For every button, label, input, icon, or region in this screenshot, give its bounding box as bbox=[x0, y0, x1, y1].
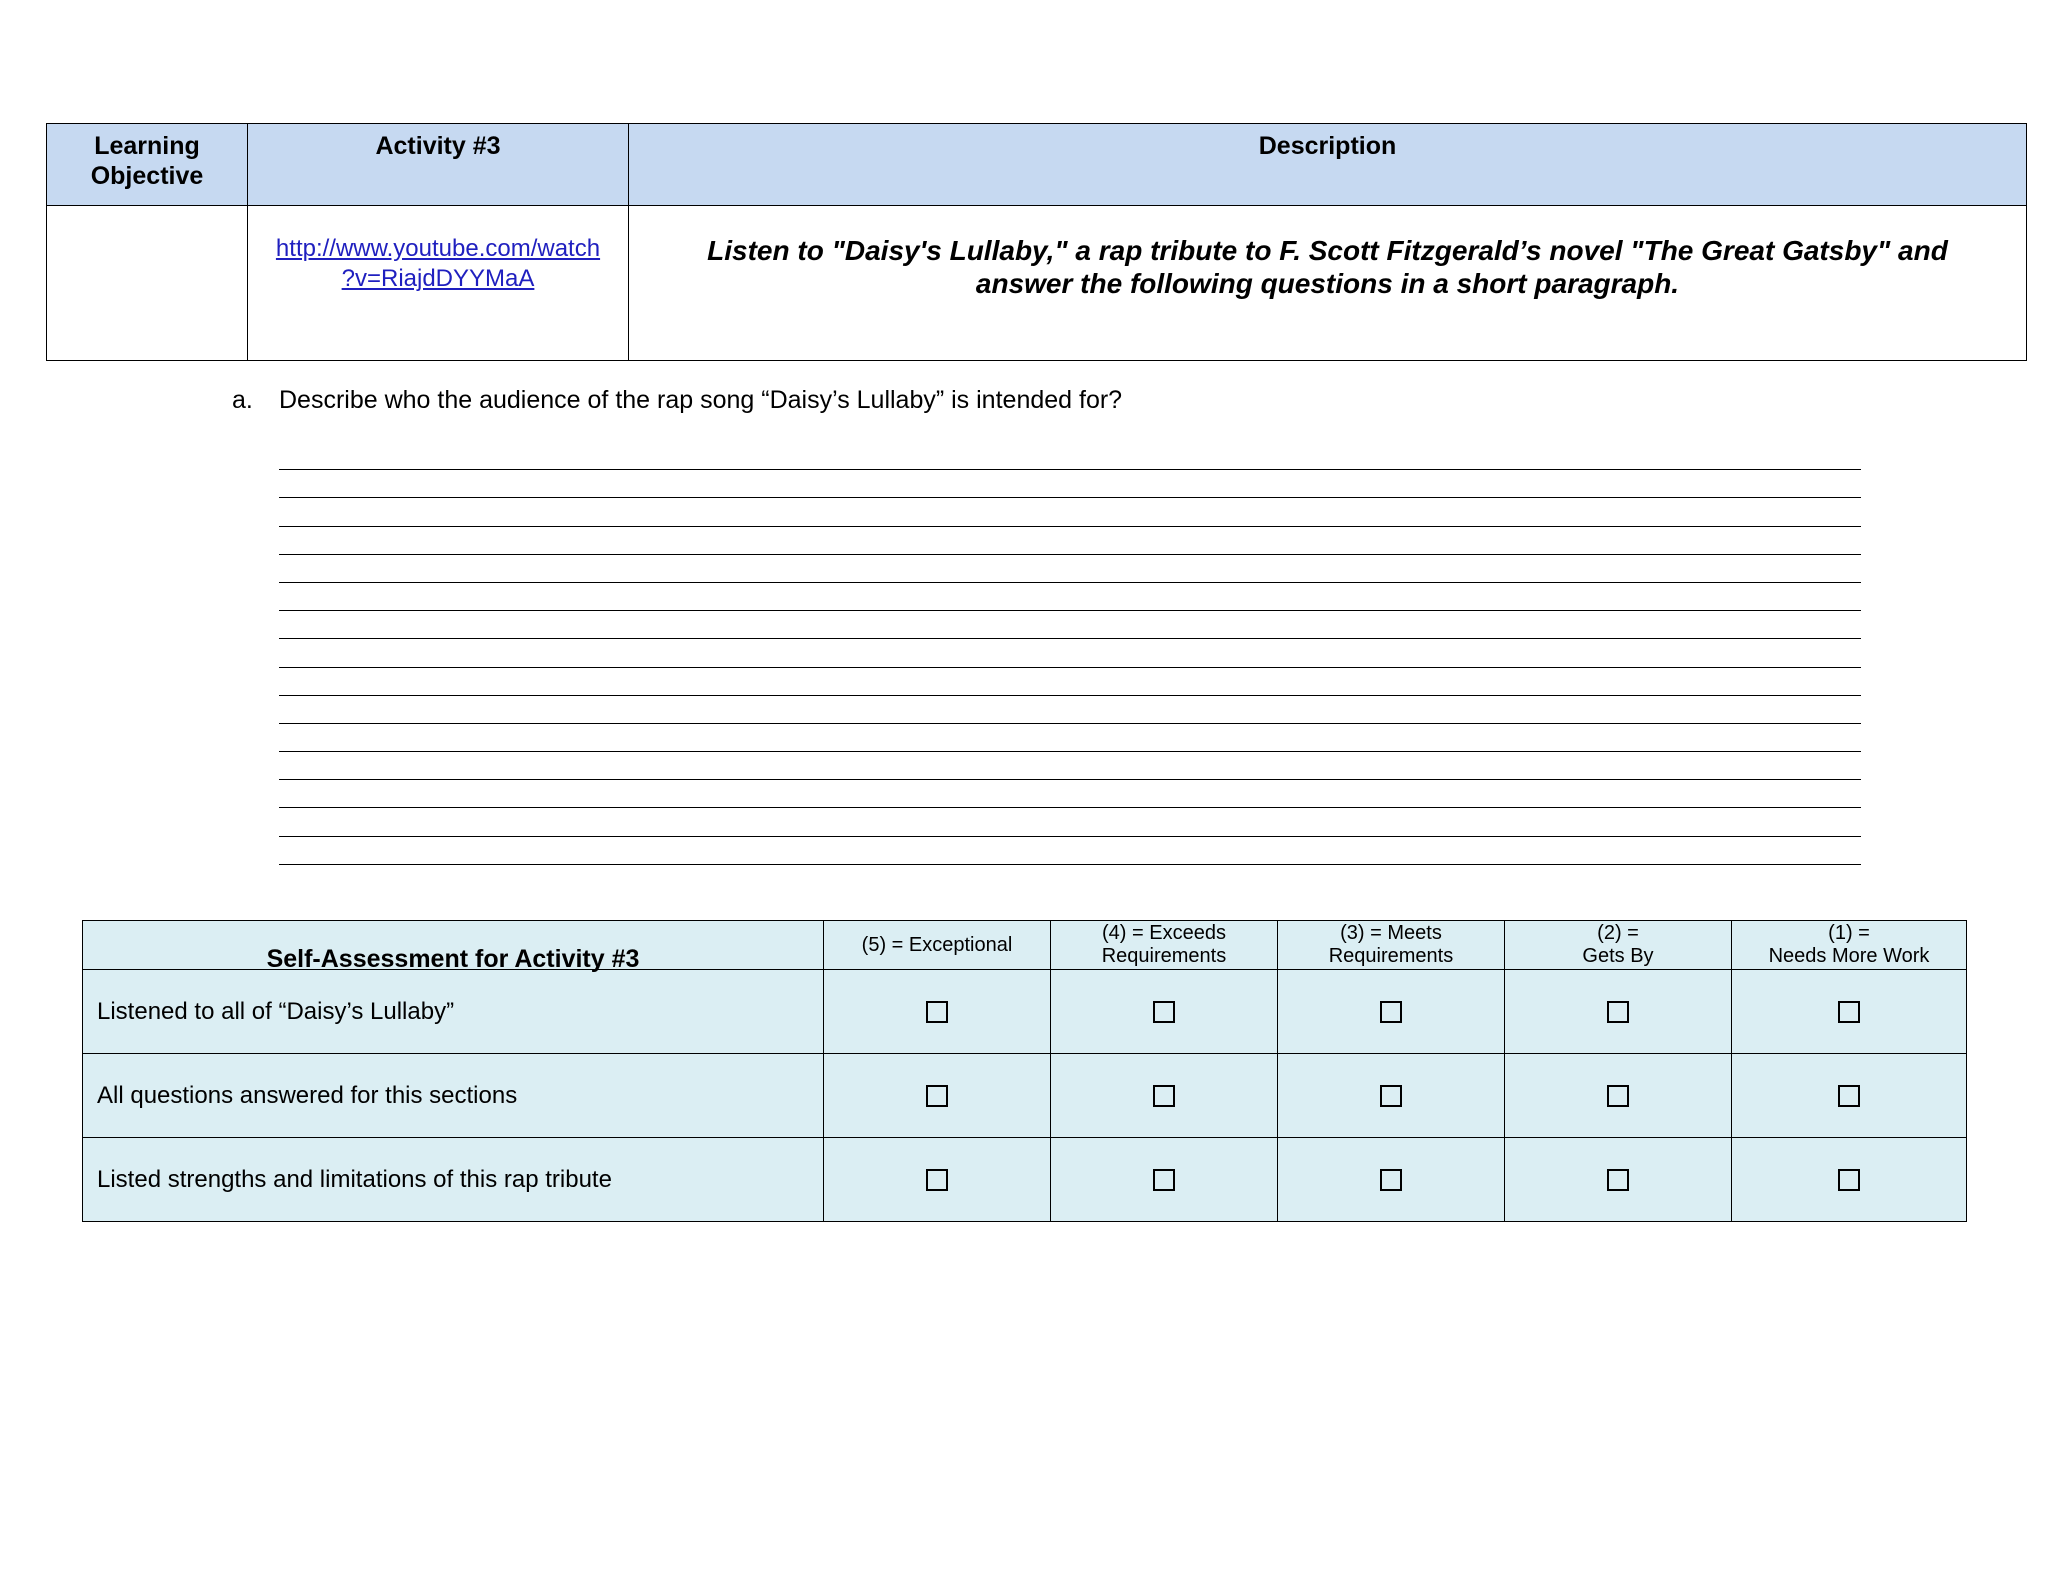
learning-objective-header-line2: Objective bbox=[90, 162, 204, 190]
rating-header-5-line1: (5) = Exceptional bbox=[861, 933, 1013, 956]
assessment-row bbox=[83, 1054, 1967, 1138]
rating-cell bbox=[1732, 1054, 1967, 1138]
rating-cell bbox=[1505, 1138, 1732, 1222]
rating-cell bbox=[824, 970, 1051, 1054]
rating-3-checkbox[interactable] bbox=[1380, 1001, 1402, 1023]
criterion-label: All questions answered for this sections bbox=[83, 1054, 824, 1138]
rating-cell bbox=[1278, 1054, 1505, 1138]
criterion-label: Listened to all of “Daisy’s Lullaby” bbox=[83, 970, 824, 1054]
youtube-link-line1: http://www.youtube.com/watch bbox=[275, 234, 601, 262]
rating-2-checkbox[interactable] bbox=[1607, 1085, 1629, 1107]
youtube-link-line2: ?v=RiajdDYYMaA bbox=[341, 264, 535, 292]
rating-cell bbox=[824, 1138, 1051, 1222]
answer-line[interactable] bbox=[279, 527, 1861, 555]
learning-objective-header-line1: Learning bbox=[94, 132, 200, 160]
answer-line[interactable] bbox=[279, 498, 1861, 526]
rating-cell bbox=[1505, 1054, 1732, 1138]
rating-header-4-line1: (4) = Exceeds bbox=[1102, 922, 1226, 944]
rating-2-checkbox[interactable] bbox=[1607, 1169, 1629, 1191]
answer-line[interactable] bbox=[279, 780, 1861, 808]
rating-header-4 bbox=[1051, 921, 1278, 970]
rating-4-checkbox[interactable] bbox=[1153, 1001, 1175, 1023]
answer-line[interactable] bbox=[279, 696, 1861, 724]
rating-header-3-line2: Requirements bbox=[1328, 945, 1454, 967]
youtube-link[interactable] bbox=[276, 234, 600, 294]
answer-line[interactable] bbox=[279, 611, 1861, 639]
rating-header-3 bbox=[1278, 921, 1505, 970]
question-text: Describe who the audience of the rap song “Daisy’s Lullaby” is intended for? bbox=[279, 386, 1123, 414]
answer-line[interactable] bbox=[279, 470, 1861, 498]
activity-description: Listen to "Daisy's Lullaby," a rap tribute to F. Scott Fitzgerald’s novel "The Great Gatsby" and answer the following questions in a short paragraph. bbox=[707, 234, 1948, 299]
rating-cell bbox=[1051, 1138, 1278, 1222]
learning-objective-cell bbox=[47, 206, 248, 361]
answer-line[interactable] bbox=[279, 583, 1861, 611]
rating-5-checkbox[interactable] bbox=[926, 1001, 948, 1023]
answer-line[interactable] bbox=[279, 555, 1861, 583]
activity-table-header-row bbox=[47, 124, 2027, 206]
rating-cell bbox=[1278, 970, 1505, 1054]
rating-cell bbox=[1732, 970, 1967, 1054]
question-marker: a. bbox=[232, 386, 253, 414]
rating-cell bbox=[1051, 1054, 1278, 1138]
assessment-row bbox=[83, 970, 1967, 1054]
learning-objective-header bbox=[47, 124, 248, 206]
rating-header-2 bbox=[1505, 921, 1732, 970]
activity-link-cell bbox=[248, 206, 629, 361]
rating-header-5 bbox=[824, 921, 1051, 970]
activity-table-row bbox=[47, 206, 2027, 361]
rating-header-2-line2: Gets By bbox=[1582, 945, 1654, 967]
activity-header: Activity #3 bbox=[248, 124, 629, 206]
rating-3-checkbox[interactable] bbox=[1380, 1085, 1402, 1107]
answer-line[interactable] bbox=[279, 639, 1861, 667]
rating-1-checkbox[interactable] bbox=[1838, 1085, 1860, 1107]
rating-1-checkbox[interactable] bbox=[1838, 1001, 1860, 1023]
rating-4-checkbox[interactable] bbox=[1153, 1169, 1175, 1191]
answer-line[interactable] bbox=[279, 724, 1861, 752]
answer-line[interactable] bbox=[279, 442, 1861, 470]
rating-2-checkbox[interactable] bbox=[1607, 1001, 1629, 1023]
self-assessment-header-row bbox=[83, 921, 1967, 970]
rating-4-checkbox[interactable] bbox=[1153, 1085, 1175, 1107]
description-header: Description bbox=[629, 124, 2027, 206]
self-assessment-table bbox=[82, 920, 1967, 1222]
rating-5-checkbox[interactable] bbox=[926, 1169, 948, 1191]
rating-header-1-line2: Needs More Work bbox=[1768, 945, 1930, 967]
rating-cell bbox=[1732, 1138, 1967, 1222]
description-cell bbox=[629, 206, 2027, 361]
rating-3-checkbox[interactable] bbox=[1380, 1169, 1402, 1191]
rating-header-1 bbox=[1732, 921, 1967, 970]
criterion-label: Listed strengths and limitations of this rap tribute bbox=[83, 1138, 824, 1222]
answer-line[interactable] bbox=[279, 752, 1861, 780]
self-assessment-title bbox=[83, 921, 824, 973]
rating-cell bbox=[1505, 970, 1732, 1054]
self-assessment-title-text: Self-Assessment for Activity #3 bbox=[266, 945, 640, 973]
answer-area[interactable] bbox=[279, 442, 1861, 865]
rating-cell bbox=[1051, 970, 1278, 1054]
rating-header-4-line2: Requirements bbox=[1101, 945, 1227, 967]
rating-header-1-line1: (1) = bbox=[1828, 922, 1870, 944]
rating-1-checkbox[interactable] bbox=[1838, 1169, 1860, 1191]
activity-table bbox=[46, 123, 2027, 361]
rating-cell bbox=[1278, 1138, 1505, 1222]
question-a bbox=[232, 384, 1122, 416]
assessment-row bbox=[83, 1138, 1967, 1222]
rating-5-checkbox[interactable] bbox=[926, 1085, 948, 1107]
rating-cell bbox=[824, 1054, 1051, 1138]
answer-line[interactable] bbox=[279, 837, 1861, 865]
rating-header-3-line1: (3) = Meets bbox=[1340, 922, 1442, 944]
rating-header-2-line1: (2) = bbox=[1597, 922, 1639, 944]
answer-line[interactable] bbox=[279, 808, 1861, 836]
answer-line[interactable] bbox=[279, 668, 1861, 696]
